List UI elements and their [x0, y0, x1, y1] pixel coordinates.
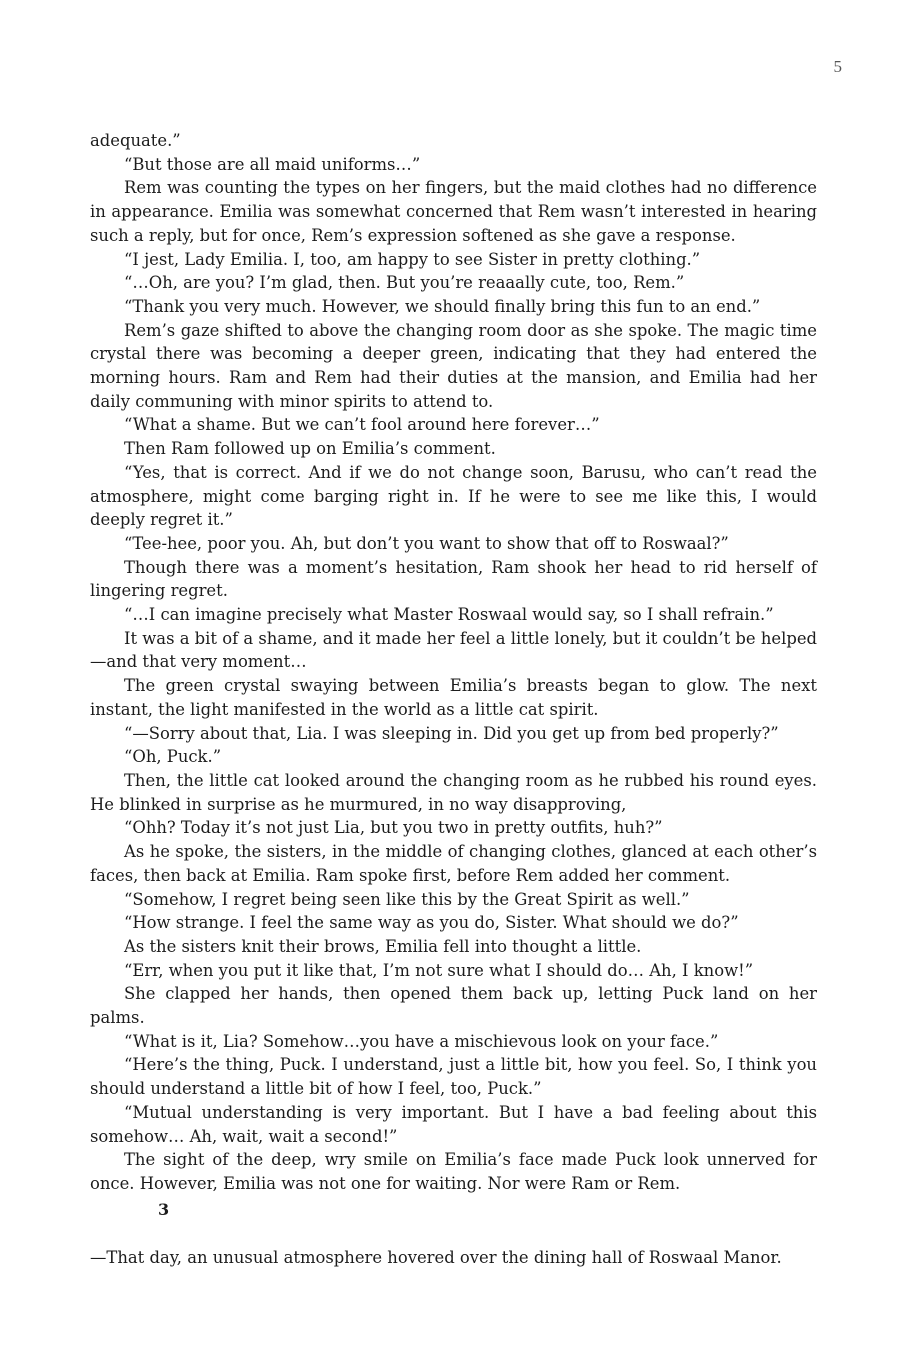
paragraph: The green crystal swaying between Emilia’s breasts began to glow. The next instant, the light manifested in the world as a little cat spirit. [90, 676, 817, 719]
paragraph: Then, the little cat looked around the changing room as he rubbed his round eyes. He blinked in surprise as he murmured, in no way disapproving, [90, 770, 817, 814]
paragraph: “What is it, Lia? Somehow…you have a mischievous look on your face.” [124, 1031, 719, 1051]
paragraph: Rem was counting the types on her fingers, but the maid clothes had no difference in appearance. Emilia was somewhat concerned that Rem wasn’t interested in hearing such a reply, but for once, Rem’s expression softened as she gave a response. [90, 178, 817, 245]
paragraph: “Tee-hee, poor you. Ah, but don’t you want to show that off to Roswaal?” [124, 533, 729, 553]
paragraph: “Mutual understanding is very important. But I have a bad feeling about this somehow… Ah, wait, wait a second!” [90, 1102, 817, 1146]
paragraph: “…I can imagine precisely what Master Roswaal would say, so I shall refrain.” [124, 605, 774, 625]
paragraph: “Ohh? Today it’s not just Lia, but you two in pretty outfits, huh?” [124, 818, 663, 838]
paragraph: As he spoke, the sisters, in the middle of changing clothes, glanced at each other’s faces, then back at Emilia. Ram spoke first, before Rem added her comment. [90, 842, 817, 885]
paragraph: “Err, when you put it like that, I’m not sure what I should do… Ah, I know!” [124, 960, 754, 980]
paragraph: She clapped her hands, then opened them back up, letting Puck land on her palms. [90, 984, 817, 1028]
paragraph: Then Ram followed up on Emilia’s comment. [124, 439, 496, 459]
paragraph: “Thank you very much. However, we should finally bring this fun to an end.” [124, 296, 761, 316]
paragraph: The sight of the deep, wry smile on Emilia’s face made Puck look unnerved for once. However, Emilia was not one for waiting. Nor were Ram or Rem. [90, 1150, 817, 1193]
paragraph: “Here’s the thing, Puck. I understand, just a little bit, how you feel. So, I think you should understand a little bit of how I feel, too, Puck.” [90, 1055, 817, 1099]
paragraph: “I jest, Lady Emilia. I, too, am happy to see Sister in pretty clothing.” [124, 249, 701, 269]
section-opening-line: —That day, an unusual atmosphere hovered over the dining hall of Roswaal Manor. [90, 1248, 782, 1267]
paragraph: “Somehow, I regret being seen like this by the Great Spirit as well.” [124, 889, 690, 909]
paragraph: Though there was a moment’s hesitation, Ram shook her head to rid herself of lingering regret. [90, 557, 817, 601]
body-text [90, 129, 817, 1196]
paragraph: “But those are all maid uniforms…” [124, 154, 421, 174]
paragraph: “—Sorry about that, Lia. I was sleeping in. Did you get up from bed properly?” [124, 723, 779, 743]
paragraph: adequate.” [90, 131, 181, 150]
paragraph: “Oh, Puck.” [124, 747, 222, 767]
paragraph: It was a bit of a shame, and it made her feel a little lonely, but it couldn’t be helped—and that very moment… [90, 628, 818, 672]
paragraph: “How strange. I feel the same way as you do, Sister. What should we do?” [124, 913, 739, 933]
paragraph: “…Oh, are you? I’m glad, then. But you’re reaaally cute, too, Rem.” [124, 273, 685, 293]
section-number: 3 [158, 1200, 170, 1219]
paragraph: “What a shame. But we can’t fool around here forever…” [124, 415, 600, 435]
paragraph: Rem’s gaze shifted to above the changing room door as she spoke. The magic time crystal there was becoming a deeper green, indicating that they had entered the morning hours. Ram and Rem had their duties at the mansion, and Emilia had her daily communing with minor spirits to attend to. [90, 320, 817, 411]
paragraph: “Yes, that is correct. And if we do not change soon, Barusu, who can’t read the atmosphere, might come barging right in. If he were to see me like this, I would deeply regret it.” [90, 462, 817, 530]
paragraph: As the sisters knit their brows, Emilia fell into thought a little. [124, 936, 642, 956]
page-number: 5 [833, 57, 842, 76]
